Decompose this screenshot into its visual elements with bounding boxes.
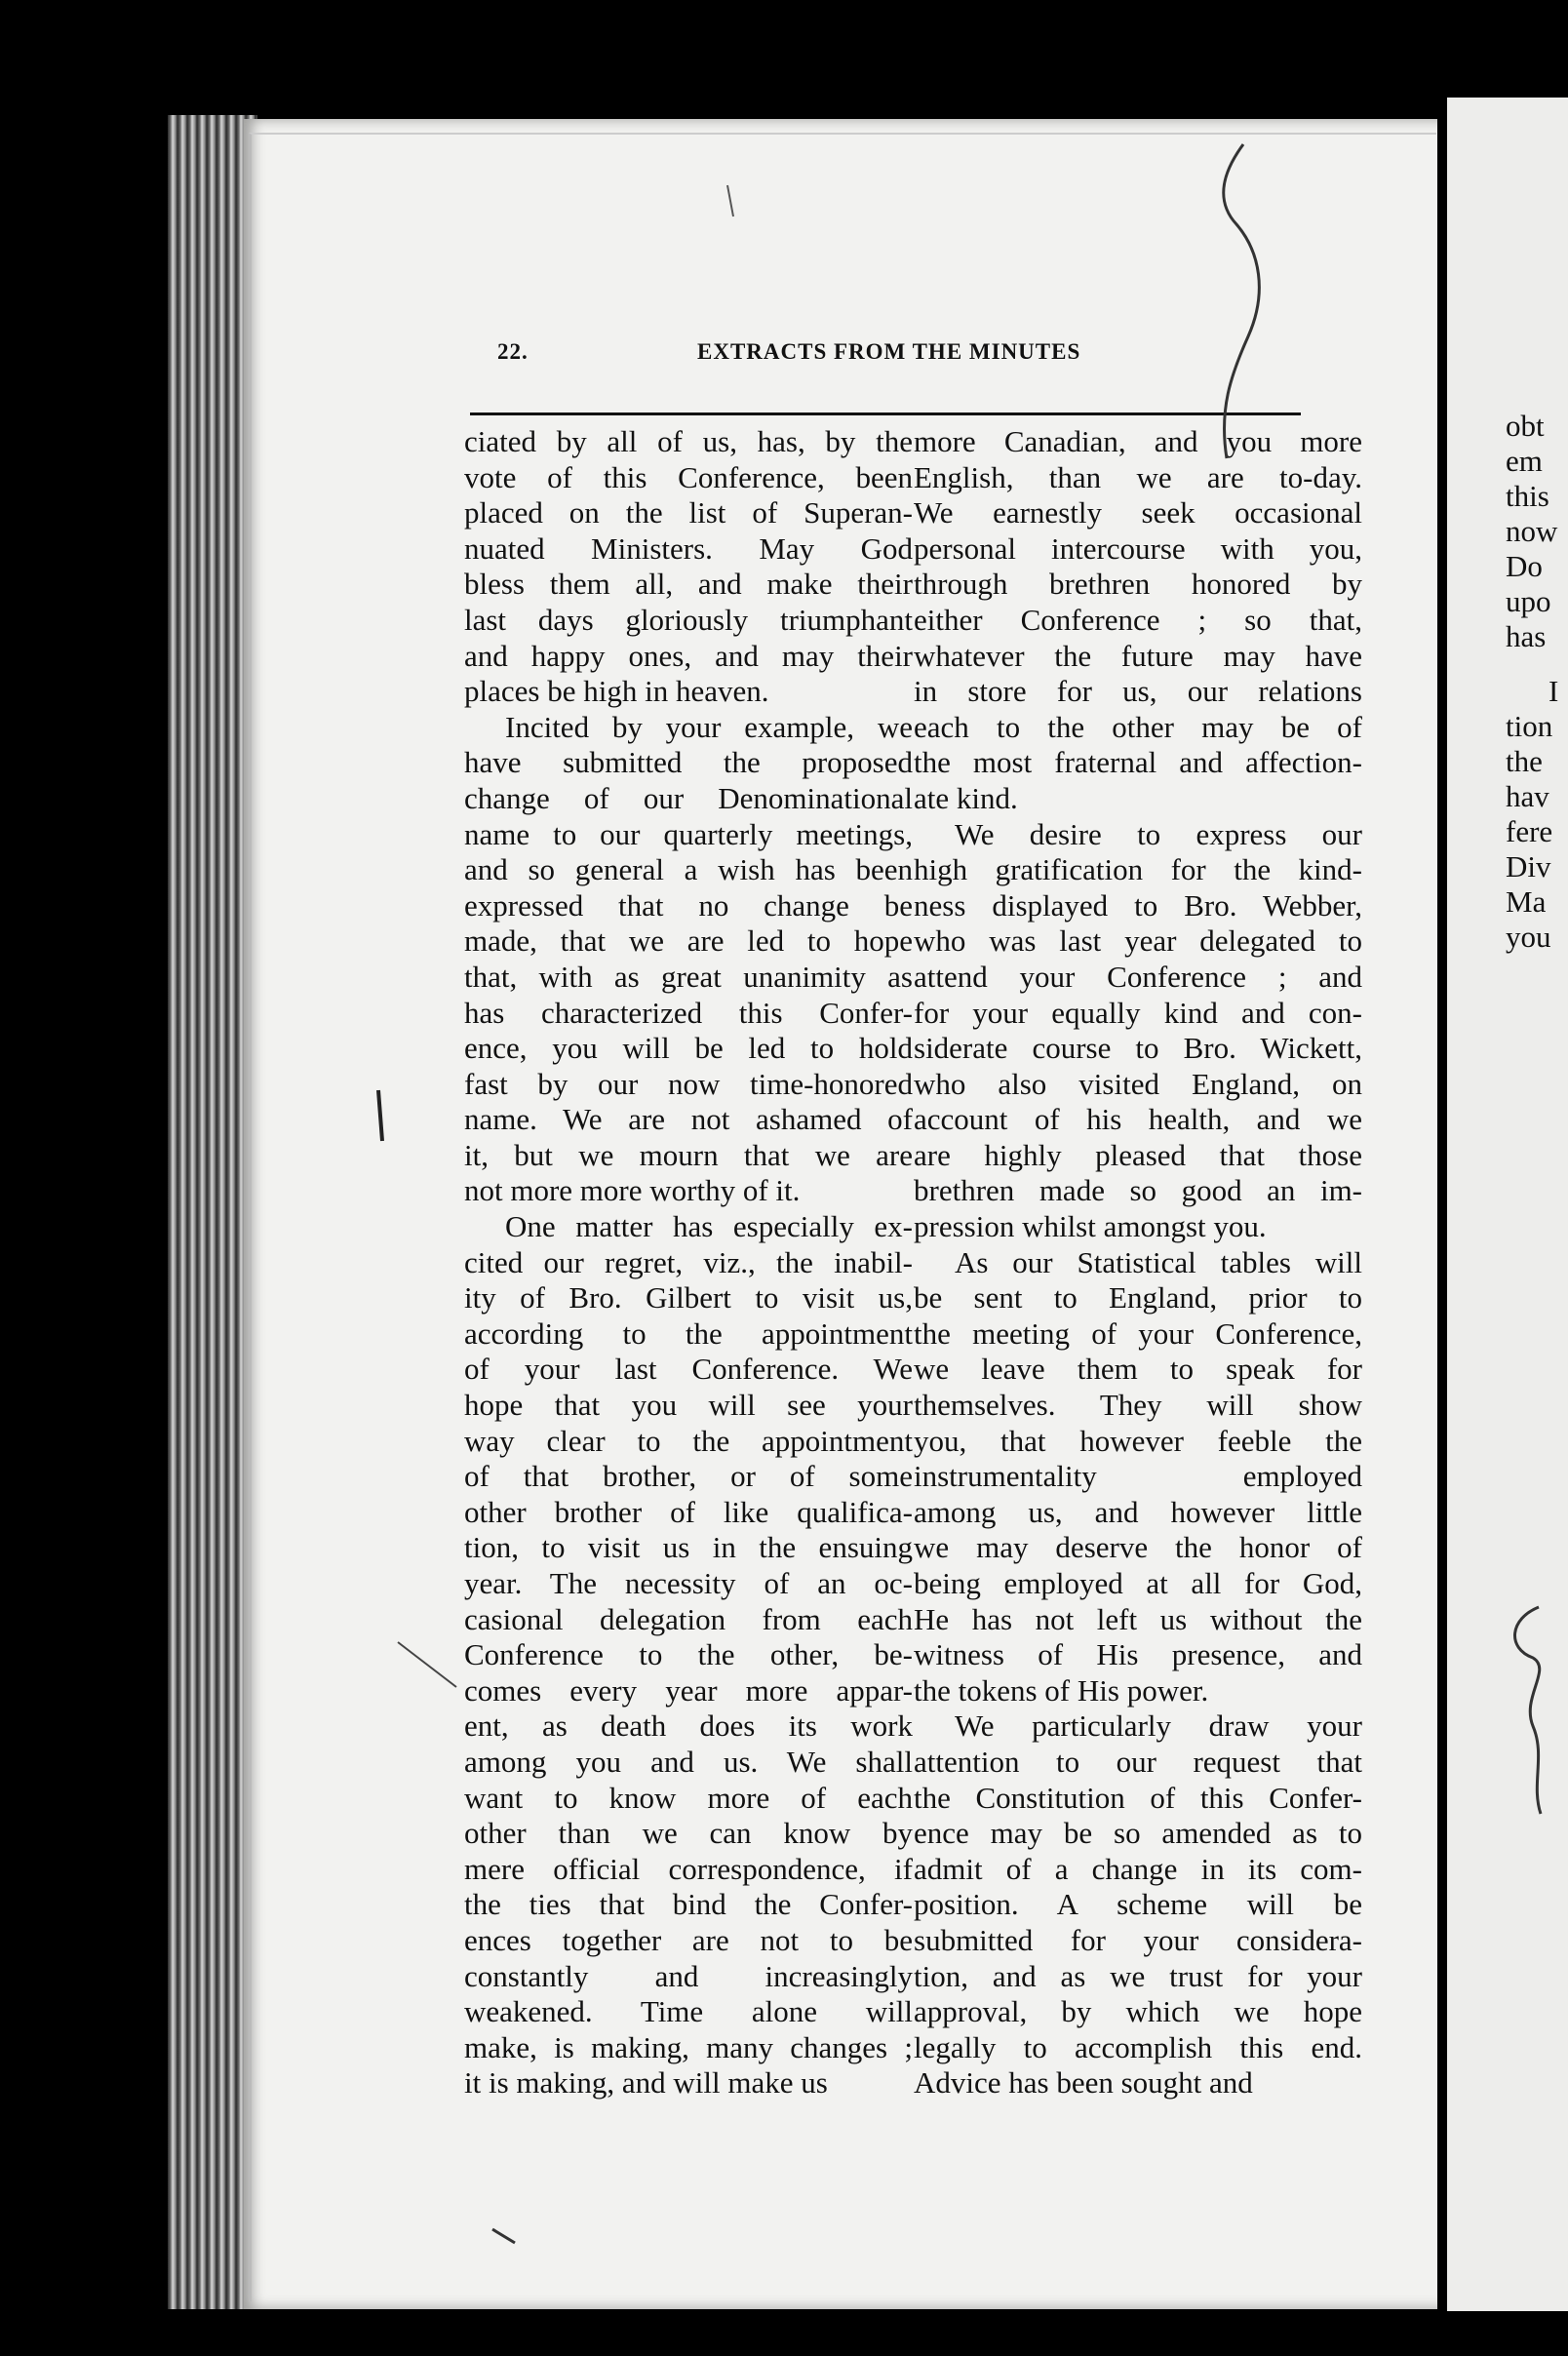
facing-page-word-fragment: the <box>1506 744 1543 778</box>
paragraph <box>914 817 1362 1245</box>
text-line: Incited by your example, we <box>505 709 913 744</box>
text-line: the ties that bind the Confer- <box>464 1887 913 1922</box>
text-line: make, is making, many changes ; <box>464 2029 913 2064</box>
text-line: the tokens of His power. <box>914 1672 1209 1708</box>
facing-page-word-fragment: Ma <box>1506 884 1547 919</box>
text-line: last days gloriously triumphant <box>464 602 913 637</box>
text-line: who was last year delegated to <box>914 923 1362 959</box>
text-line: brethren made so good an im- <box>914 1173 1362 1208</box>
text-line: legally to accomplish this end. <box>914 2029 1362 2064</box>
text-line: bless them all, and make their <box>464 567 913 602</box>
text-line: are highly pleased that those <box>914 1137 1362 1172</box>
text-line: submitted for your considera- <box>914 1922 1362 1957</box>
paragraph <box>914 1245 1362 1709</box>
text-line: attend your Conference ; and <box>914 959 1362 994</box>
text-line: and so general a wish has been <box>464 852 913 887</box>
facing-page-word-fragment: has <box>1506 619 1547 653</box>
text-line: it is making, and will make us <box>464 2065 828 2101</box>
text-line: tion, and as we trust for your <box>914 1958 1362 1993</box>
text-line: fast by our now time-honored <box>464 1066 913 1101</box>
text-line: ence may be so amended as to <box>914 1816 1362 1851</box>
page-number: 22. <box>497 339 529 364</box>
text-line: year. The necessity of an oc- <box>464 1566 913 1600</box>
running-title: EXTRACTS FROM THE MINUTES <box>697 339 1081 364</box>
text-line: the Constitution of this Confer- <box>914 1780 1362 1815</box>
text-line: Conference to the other, be- <box>464 1637 913 1672</box>
text-line: among us, and however little <box>914 1494 1362 1529</box>
header-rule <box>470 412 1301 415</box>
text-line: Advice has been sought and <box>914 2065 1253 2101</box>
paragraph <box>914 1708 1362 2101</box>
facing-page-word-fragment: em <box>1506 444 1543 478</box>
text-line: ity of Bro. Gilbert to visit us, <box>464 1280 913 1315</box>
text-line: English, than we are to-day. <box>914 459 1362 494</box>
text-line: siderate course to Bro. Wickett, <box>914 1031 1362 1066</box>
text-line: has characterized this Confer- <box>464 995 913 1030</box>
text-line: instrumentality employed <box>914 1459 1362 1494</box>
text-line: One matter has especially ex- <box>505 1209 913 1244</box>
text-line: ness displayed to Bro. Webber, <box>914 887 1362 923</box>
text-line: through brethren honored by <box>914 567 1362 602</box>
text-line: themselves. They will show <box>914 1388 1362 1423</box>
text-line: be sent to England, prior to <box>914 1280 1362 1315</box>
text-line: ciated by all of us, has, by the <box>464 424 913 458</box>
text-line: that, with as great unanimity as <box>464 959 913 994</box>
text-line: each to the other may be of <box>914 709 1362 744</box>
text-line: comes every year more appar- <box>464 1672 913 1708</box>
text-line: name. We are not ashamed of <box>464 1102 913 1137</box>
right-text-column <box>914 424 1362 2101</box>
text-line: mere official correspondence, if <box>464 1851 913 1886</box>
paragraph <box>464 710 913 1209</box>
facing-page-word-fragment: now <box>1506 514 1558 548</box>
text-line: way clear to the appointment <box>464 1423 913 1458</box>
text-line: not more more worthy of it. <box>464 1173 801 1208</box>
facing-page-word-fragment: this <box>1506 479 1549 513</box>
text-line: vote of this Conference, been <box>464 459 913 494</box>
text-line: the most fraternal and affection- <box>914 745 1362 780</box>
text-line: account of his health, and we <box>914 1102 1362 1137</box>
text-line: placed on the list of Superan- <box>464 495 913 530</box>
text-line: of that brother, or of some <box>464 1459 913 1494</box>
text-line: As our Statistical tables will <box>955 1244 1362 1279</box>
left-text-column <box>464 424 913 2101</box>
text-line: other brother of like qualifica- <box>464 1494 913 1529</box>
text-line: more Canadian, and you more <box>914 424 1362 458</box>
text-line: change of our Denominational <box>464 780 913 815</box>
facing-page-word-fragment: upo <box>1506 584 1551 618</box>
facing-page-word-fragment: I <box>1548 674 1559 708</box>
facing-page-word-fragment: tion <box>1506 709 1553 743</box>
facing-page-word-fragment: obt <box>1506 409 1545 443</box>
text-line: ate kind. <box>914 780 1018 815</box>
text-line: high gratification for the kind- <box>914 852 1362 887</box>
facing-page-word-fragment: hav <box>1506 779 1549 813</box>
text-line: either Conference ; so that, <box>914 602 1362 637</box>
text-line: We desire to express our <box>955 816 1362 851</box>
facing-page-word-fragment: you <box>1506 920 1551 954</box>
text-line: personal intercourse with you, <box>914 530 1362 566</box>
text-line: for your equally kind and con- <box>914 995 1362 1030</box>
text-line: places be high in heaven. <box>464 674 769 709</box>
facing-page-fragment <box>1447 98 1568 2311</box>
text-line: we may deserve the honor of <box>914 1530 1362 1565</box>
facing-page-word-fragment: fere <box>1506 814 1553 848</box>
text-line: He has not left us without the <box>914 1601 1362 1636</box>
text-line: pression whilst amongst you. <box>914 1209 1267 1244</box>
text-line: expressed that no change be <box>464 887 913 923</box>
book-gutter <box>1437 98 1447 2311</box>
text-line: want to know more of each <box>464 1780 913 1815</box>
text-line: in store for us, our relations <box>914 674 1362 709</box>
text-line: approval, by which we hope <box>914 1994 1362 2029</box>
text-line: position. A scheme will be <box>914 1887 1362 1922</box>
text-line: made, that we are led to hope <box>464 923 913 959</box>
text-line: of your last Conference. We <box>464 1352 913 1387</box>
paragraph <box>464 1209 913 2101</box>
text-line: ence, you will be led to hold <box>464 1031 913 1066</box>
text-line: We earnestly seek occasional <box>914 495 1362 530</box>
text-line: other than we can know by <box>464 1816 913 1851</box>
facing-page-word-fragment: Div <box>1506 849 1551 884</box>
text-line: it, but we mourn that we are <box>464 1137 913 1172</box>
paragraph <box>464 424 913 710</box>
text-line: the meeting of your Conference, <box>914 1315 1362 1351</box>
text-line: tion, to visit us in the ensuing <box>464 1530 913 1565</box>
text-line: witness of His presence, and <box>914 1637 1362 1672</box>
text-line: admit of a change in its com- <box>914 1851 1362 1886</box>
text-line: name to our quarterly meetings, <box>464 816 913 851</box>
text-line: according to the appointment <box>464 1315 913 1351</box>
text-line: we leave them to speak for <box>914 1352 1362 1387</box>
text-line: hope that you will see your <box>464 1388 913 1423</box>
text-line: who also visited England, on <box>914 1066 1362 1101</box>
text-line: whatever the future may have <box>914 638 1362 673</box>
text-line: We particularly draw your <box>955 1708 1362 1744</box>
text-line: nuated Ministers. May God <box>464 530 913 566</box>
text-line: ent, as death does its work <box>464 1708 913 1744</box>
text-line: among you and us. We shall <box>464 1744 913 1779</box>
text-line: have submitted the proposed <box>464 745 913 780</box>
text-line: constantly and increasingly <box>464 1958 913 1993</box>
facing-page-word-fragment: Do <box>1506 549 1543 583</box>
text-line: ences together are not to be <box>464 1922 913 1957</box>
text-line: being employed at all for God, <box>914 1566 1362 1600</box>
text-line: attention to our request that <box>914 1744 1362 1779</box>
text-line: casional delegation from each <box>464 1601 913 1636</box>
text-line: cited our regret, viz., the inabil- <box>464 1244 913 1279</box>
text-line: you, that however feeble the <box>914 1423 1362 1458</box>
text-line: weakened. Time alone will <box>464 1994 913 2029</box>
text-line: and happy ones, and may their <box>464 638 913 673</box>
paragraph <box>914 424 1362 817</box>
